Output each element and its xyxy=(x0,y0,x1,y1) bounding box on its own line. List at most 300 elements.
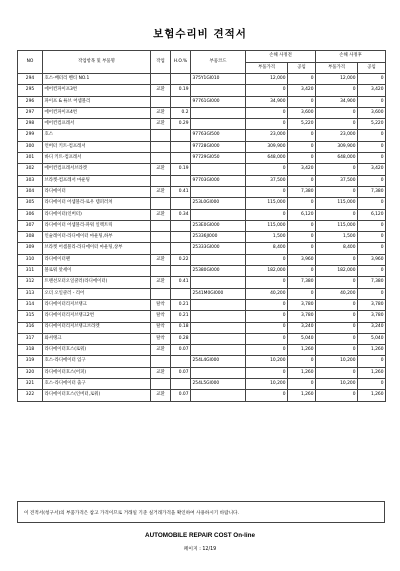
table-body xyxy=(18,74,386,402)
row-after-part-price: 34,900 xyxy=(316,96,358,107)
row-before-part-price: 0 xyxy=(246,186,288,197)
row-before-labor: 0 xyxy=(288,141,316,152)
row-ho: 0.41 xyxy=(171,277,191,288)
row-after-part-price: 0 xyxy=(316,209,358,220)
row-after-part-price: 0 xyxy=(316,299,358,310)
row-no: 308 xyxy=(18,232,43,243)
row-item-name: 브라켓 어셈블리-라디에이터 마운팅,상부 xyxy=(43,243,151,254)
row-ho xyxy=(171,175,191,186)
row-part-code xyxy=(191,119,246,130)
header-after-labor: 공임 xyxy=(358,62,386,74)
row-before-labor: 0 xyxy=(288,288,316,299)
row-no: 315 xyxy=(18,311,43,322)
row-after-part-price: 10,200 xyxy=(316,356,358,367)
row-after-labor: 1,260 xyxy=(358,345,386,356)
table-row xyxy=(18,175,386,186)
row-no: 296 xyxy=(18,96,43,107)
row-before-part-price: 0 xyxy=(246,107,288,118)
row-ho xyxy=(171,198,191,209)
row-work-type: 탈착 xyxy=(151,311,171,322)
row-part-code xyxy=(191,254,246,265)
row-after-part-price: 0 xyxy=(316,186,358,197)
row-before-labor: 3,240 xyxy=(288,322,316,333)
row-work-type: 탈착 xyxy=(151,322,171,333)
row-before-part-price: 0 xyxy=(246,322,288,333)
row-after-labor: 5,220 xyxy=(358,119,386,130)
row-before-labor: 3,420 xyxy=(288,85,316,96)
row-part-code xyxy=(191,85,246,96)
row-part-code xyxy=(191,186,246,197)
row-after-labor: 0 xyxy=(358,141,386,152)
table-row xyxy=(18,107,386,118)
row-no: 310 xyxy=(18,254,43,265)
row-before-part-price: 1,500 xyxy=(246,232,288,243)
row-before-labor: 7,380 xyxy=(288,277,316,288)
row-after-labor: 6,120 xyxy=(358,209,386,220)
row-after-part-price: 12,000 xyxy=(316,74,358,85)
row-after-part-price: 1,500 xyxy=(316,232,358,243)
table-row xyxy=(18,186,386,197)
row-after-part-price: 0 xyxy=(316,333,358,344)
row-ho: 0.2 xyxy=(171,107,191,118)
table-row xyxy=(18,266,386,277)
row-before-part-price: 10,200 xyxy=(246,379,288,390)
row-work-type xyxy=(151,153,171,164)
row-before-part-price: 40,200 xyxy=(246,288,288,299)
row-before-part-price: 0 xyxy=(246,390,288,401)
row-ho xyxy=(171,74,191,85)
row-after-labor: 0 xyxy=(358,243,386,254)
row-ho: 0.18 xyxy=(171,322,191,333)
row-part-code xyxy=(191,209,246,220)
table-row xyxy=(18,333,386,344)
row-part-code: 25380GI000 xyxy=(191,266,246,277)
table-row xyxy=(18,232,386,243)
row-after-labor: 3,420 xyxy=(358,85,386,96)
row-after-part-price: 10,200 xyxy=(316,379,358,390)
row-before-labor: 0 xyxy=(288,379,316,390)
row-work-type: 교환 xyxy=(151,209,171,220)
row-after-labor: 3,600 xyxy=(358,107,386,118)
row-item-name: 라디에이터팬 xyxy=(43,254,151,265)
row-item-name: 라디에이터리저브탱크2번 xyxy=(43,311,151,322)
row-part-code xyxy=(191,322,246,333)
row-work-type: 교환 xyxy=(151,107,171,118)
row-part-code xyxy=(191,107,246,118)
row-item-name: 에어컨컴프레서브라켓 xyxy=(43,164,151,175)
row-before-labor: 0 xyxy=(288,266,316,277)
row-after-part-price: 0 xyxy=(316,311,358,322)
row-no: 303 xyxy=(18,175,43,186)
row-no: 307 xyxy=(18,220,43,231)
row-before-part-price: 648,000 xyxy=(246,153,288,164)
footer-title: AUTOMOBILE REPAIR COST On-line xyxy=(145,532,255,539)
header-after: 손해 사정후 xyxy=(316,51,386,63)
row-work-type xyxy=(151,130,171,141)
row-ho: 0.21 xyxy=(171,299,191,310)
table-row xyxy=(18,119,386,130)
row-before-labor: 5,040 xyxy=(288,333,316,344)
row-work-type: 교환 xyxy=(151,85,171,96)
row-part-code xyxy=(191,164,246,175)
row-before-labor: 0 xyxy=(288,153,316,164)
row-item-name: 바디 키트-컴프레서 xyxy=(43,153,151,164)
row-before-labor: 5,220 xyxy=(288,119,316,130)
row-ho xyxy=(171,220,191,231)
table-row xyxy=(18,198,386,209)
table-row xyxy=(18,96,386,107)
row-no: 318 xyxy=(18,345,43,356)
row-after-labor: 0 xyxy=(358,220,386,231)
row-work-type xyxy=(151,232,171,243)
row-no: 317 xyxy=(18,333,43,344)
header-code: 부품코드 xyxy=(191,51,246,74)
row-before-labor: 6,120 xyxy=(288,209,316,220)
header-no: NO xyxy=(18,51,43,74)
row-after-part-price: 40,200 xyxy=(316,288,358,299)
table-row xyxy=(18,299,386,310)
row-before-part-price: 0 xyxy=(246,345,288,356)
row-before-part-price: 0 xyxy=(246,277,288,288)
row-after-part-price: 0 xyxy=(316,254,358,265)
row-ho: 0.07 xyxy=(171,345,191,356)
row-before-labor: 0 xyxy=(288,130,316,141)
row-ho: 0.19 xyxy=(171,164,191,175)
table-row xyxy=(18,243,386,254)
row-item-name: 라디에이터호스(로워) xyxy=(43,345,151,356)
row-item-name: 호스-라디에이터 출구 xyxy=(43,379,151,390)
row-before-labor: 7,380 xyxy=(288,186,316,197)
row-after-part-price: 309,900 xyxy=(316,141,358,152)
row-part-code xyxy=(191,277,246,288)
header-after-part-price: 부품가격 xyxy=(316,62,358,74)
row-work-type: 교환 xyxy=(151,119,171,130)
disclaimer-note: 이 견적서(청구서)의 부품가격은 참고 가격이므로 거래일 기준 실거래가격을 확인하여 사용하시기 바랍니다. xyxy=(17,501,385,523)
row-after-part-price: 115,000 xyxy=(316,198,358,209)
row-ho xyxy=(171,96,191,107)
row-part-code xyxy=(191,299,246,310)
row-before-labor: 3,960 xyxy=(288,254,316,265)
row-no: 302 xyxy=(18,164,43,175)
row-before-part-price: 0 xyxy=(246,311,288,322)
row-item-name: 라디에이터리저브탱크브라켓 xyxy=(43,322,151,333)
row-before-labor: 0 xyxy=(288,220,316,231)
row-part-code xyxy=(191,367,246,378)
table-row xyxy=(18,356,386,367)
row-ho xyxy=(171,130,191,141)
row-after-part-price: 648,000 xyxy=(316,153,358,164)
row-after-labor: 0 xyxy=(358,153,386,164)
row-part-code xyxy=(191,390,246,401)
row-no: 300 xyxy=(18,141,43,152)
row-before-labor: 3,420 xyxy=(288,164,316,175)
row-before-part-price: 0 xyxy=(246,209,288,220)
row-no: 301 xyxy=(18,153,43,164)
row-after-labor: 0 xyxy=(358,379,386,390)
row-no: 297 xyxy=(18,107,43,118)
row-part-code: 253L0GI000 xyxy=(191,198,246,209)
row-after-labor: 0 xyxy=(358,356,386,367)
row-ho: 0.22 xyxy=(171,254,191,265)
row-part-code: 254L5GI000 xyxy=(191,379,246,390)
row-after-labor: 3,780 xyxy=(358,299,386,310)
row-after-labor: 1,260 xyxy=(358,367,386,378)
row-after-part-price: 0 xyxy=(316,322,358,333)
row-item-name: 트랜션모터오일쿨러(라디에이터) xyxy=(43,277,151,288)
table-row xyxy=(18,153,386,164)
row-after-part-price: 182,000 xyxy=(316,266,358,277)
row-ho xyxy=(171,153,191,164)
row-after-part-price: 0 xyxy=(316,390,358,401)
estimate-table xyxy=(17,50,386,402)
row-part-code: 375Y1GI010 xyxy=(191,74,246,85)
row-ho: 0.41 xyxy=(171,186,191,197)
table-row xyxy=(18,164,386,175)
row-after-part-price: 0 xyxy=(316,164,358,175)
row-work-type: 탈착 xyxy=(151,333,171,344)
row-ho: 0.29 xyxy=(171,119,191,130)
row-after-labor: 1,260 xyxy=(358,390,386,401)
row-work-type: 교환 xyxy=(151,277,171,288)
row-item-name: 언버터 키트-컴프레서 xyxy=(43,141,151,152)
table-row xyxy=(18,367,386,378)
table-row xyxy=(18,379,386,390)
row-item-name: 브라켓-컴프레서 마운팅 xyxy=(43,175,151,186)
row-no: 294 xyxy=(18,74,43,85)
row-before-part-price: 34,900 xyxy=(246,96,288,107)
row-before-part-price: 309,900 xyxy=(246,141,288,152)
row-before-part-price: 0 xyxy=(246,119,288,130)
row-work-type xyxy=(151,96,171,107)
row-part-code: 25333GI000 xyxy=(191,243,246,254)
row-work-type xyxy=(151,175,171,186)
row-before-part-price: 8,400 xyxy=(246,243,288,254)
row-after-labor: 0 xyxy=(358,288,386,299)
row-before-part-price: 115,000 xyxy=(246,198,288,209)
row-item-name: 와셔탱크 xyxy=(43,333,151,344)
row-before-labor: 3,780 xyxy=(288,311,316,322)
table-row xyxy=(18,74,386,85)
row-part-code: 254L4GI000 xyxy=(191,356,246,367)
row-work-type xyxy=(151,74,171,85)
row-before-labor: 1,260 xyxy=(288,367,316,378)
row-work-type: 탈착 xyxy=(151,299,171,310)
row-item-name: 라디에이터 xyxy=(43,186,151,197)
row-before-part-price: 12,000 xyxy=(246,74,288,85)
row-after-labor: 0 xyxy=(358,74,386,85)
row-ho: 0.07 xyxy=(171,390,191,401)
row-work-type xyxy=(151,356,171,367)
row-before-labor: 0 xyxy=(288,96,316,107)
row-no: 313 xyxy=(18,288,43,299)
row-work-type xyxy=(151,243,171,254)
row-part-code: 253E0GI000 xyxy=(191,220,246,231)
row-after-part-price: 8,400 xyxy=(316,243,358,254)
table-row xyxy=(18,220,386,231)
row-after-labor: 0 xyxy=(358,96,386,107)
row-ho: 0.28 xyxy=(171,333,191,344)
row-no: 309 xyxy=(18,243,43,254)
header-ho: H.O.% xyxy=(171,51,191,74)
row-item-name: 호스-라디에이터 입구 xyxy=(43,356,151,367)
row-before-part-price: 0 xyxy=(246,299,288,310)
row-item-name: 에어컨파이프3번 xyxy=(43,85,151,96)
table-row xyxy=(18,254,386,265)
row-after-part-price: 0 xyxy=(316,107,358,118)
header-before-part-price: 부품가격 xyxy=(246,62,288,74)
row-after-labor: 3,240 xyxy=(358,322,386,333)
table-row xyxy=(18,288,386,299)
row-after-labor: 5,040 xyxy=(358,333,386,344)
row-before-part-price: 115,000 xyxy=(246,220,288,231)
row-no: 319 xyxy=(18,356,43,367)
row-work-type: 교환 xyxy=(151,390,171,401)
row-work-type: 교환 xyxy=(151,164,171,175)
table-row xyxy=(18,209,386,220)
row-part-code xyxy=(191,333,246,344)
row-no: 299 xyxy=(18,130,43,141)
row-before-part-price: 182,000 xyxy=(246,266,288,277)
row-after-labor: 7,380 xyxy=(358,277,386,288)
row-item-name: 인슐레이터-라디에이터 마운팅,하부 xyxy=(43,232,151,243)
row-part-code: 97729GI050 xyxy=(191,153,246,164)
row-ho xyxy=(171,288,191,299)
row-before-labor: 0 xyxy=(288,356,316,367)
row-part-code: 97728GI000 xyxy=(191,141,246,152)
row-work-type xyxy=(151,288,171,299)
row-after-part-price: 23,000 xyxy=(316,130,358,141)
row-ho xyxy=(171,232,191,243)
row-work-type xyxy=(151,198,171,209)
row-work-type: 교환 xyxy=(151,367,171,378)
document-title: 보험수리비 견적서 xyxy=(153,28,247,40)
row-after-part-price: 115,000 xyxy=(316,220,358,231)
table-row xyxy=(18,85,386,96)
row-before-labor: 0 xyxy=(288,243,316,254)
row-part-code: 97761GI000 xyxy=(191,96,246,107)
row-work-type xyxy=(151,141,171,152)
table-row xyxy=(18,311,386,322)
row-before-part-price: 0 xyxy=(246,254,288,265)
row-no: 298 xyxy=(18,119,43,130)
row-no: 306 xyxy=(18,209,43,220)
row-ho xyxy=(171,243,191,254)
row-after-labor: 0 xyxy=(358,232,386,243)
row-part-code xyxy=(191,345,246,356)
row-item-name: 라디에이터 어셈블리-로우 템퍼러쳐 xyxy=(43,198,151,209)
row-after-part-price: 0 xyxy=(316,119,358,130)
row-before-part-price: 0 xyxy=(246,85,288,96)
header-before: 손해 사정전 xyxy=(246,51,316,63)
row-after-part-price: 37,500 xyxy=(316,175,358,186)
row-no: 316 xyxy=(18,322,43,333)
row-item-name: 라디에이터 어셈블리-파워 일렉트릭 xyxy=(43,220,151,231)
row-after-labor: 7,380 xyxy=(358,186,386,197)
table-row xyxy=(18,390,386,401)
row-before-labor: 0 xyxy=(288,74,316,85)
row-item-name: 오더 오일쿨러 - 리어 xyxy=(43,288,151,299)
row-ho: 0.19 xyxy=(171,85,191,96)
row-ho xyxy=(171,141,191,152)
header-before-labor: 공임 xyxy=(288,62,316,74)
row-after-labor: 0 xyxy=(358,175,386,186)
row-part-code: 2541M0GI000 xyxy=(191,288,246,299)
row-before-labor: 3,600 xyxy=(288,107,316,118)
row-after-labor: 0 xyxy=(358,130,386,141)
row-no: 321 xyxy=(18,379,43,390)
row-after-part-price: 0 xyxy=(316,345,358,356)
row-after-labor: 3,780 xyxy=(358,311,386,322)
row-item-name: 라디에이터호스(어퍼) xyxy=(43,367,151,378)
row-before-part-price: 0 xyxy=(246,164,288,175)
row-before-labor: 3,780 xyxy=(288,299,316,310)
row-no: 320 xyxy=(18,367,43,378)
row-item-name: 라디에이터(인버터) xyxy=(43,209,151,220)
table-row xyxy=(18,141,386,152)
row-no: 312 xyxy=(18,277,43,288)
row-after-labor: 0 xyxy=(358,198,386,209)
row-item-name: 호스 xyxy=(43,130,151,141)
row-part-code: 25336JI000 xyxy=(191,232,246,243)
row-no: 311 xyxy=(18,266,43,277)
row-item-name: 호스-배터리 벤티 NO.1 xyxy=(43,74,151,85)
page-number: 페이지 : 12/19 xyxy=(183,547,217,552)
row-no: 295 xyxy=(18,85,43,96)
row-item-name: 라디에이터리저브탱크 xyxy=(43,299,151,310)
row-no: 314 xyxy=(18,299,43,310)
row-ho: 0.07 xyxy=(171,367,191,378)
row-work-type: 교환 xyxy=(151,345,171,356)
row-ho: 0.34 xyxy=(171,209,191,220)
table-row xyxy=(18,345,386,356)
row-item-name: 라디에이터호스(인버터,로워) xyxy=(43,390,151,401)
row-ho: 0.21 xyxy=(171,311,191,322)
table-row xyxy=(18,130,386,141)
row-no: 322 xyxy=(18,390,43,401)
row-item-name: 에어컨파이프4번 xyxy=(43,107,151,118)
row-after-labor: 3,960 xyxy=(358,254,386,265)
row-before-part-price: 0 xyxy=(246,367,288,378)
row-before-labor: 0 xyxy=(288,198,316,209)
row-work-type: 교환 xyxy=(151,254,171,265)
row-before-labor: 1,260 xyxy=(288,390,316,401)
row-work-type: 교환 xyxy=(151,186,171,197)
row-no: 304 xyxy=(18,186,43,197)
row-after-labor: 0 xyxy=(358,266,386,277)
row-ho xyxy=(171,356,191,367)
row-ho xyxy=(171,266,191,277)
row-item-name: 파이프 & 튜브 어셈블리 xyxy=(43,96,151,107)
row-item-name: 에어컨컴프레서 xyxy=(43,119,151,130)
row-after-part-price: 0 xyxy=(316,277,358,288)
row-before-labor: 0 xyxy=(288,232,316,243)
row-work-type xyxy=(151,220,171,231)
row-no: 305 xyxy=(18,198,43,209)
row-after-part-price: 0 xyxy=(316,367,358,378)
row-part-code: 97703GI000 xyxy=(191,175,246,186)
header-work: 작업 xyxy=(151,51,171,74)
table-row xyxy=(18,277,386,288)
row-before-part-price: 10,200 xyxy=(246,356,288,367)
row-part-code xyxy=(191,311,246,322)
row-before-part-price: 37,500 xyxy=(246,175,288,186)
row-item-name: 블로워 앗세이 xyxy=(43,266,151,277)
table-row xyxy=(18,322,386,333)
row-part-code: 97763GI500 xyxy=(191,130,246,141)
header-item: 작업항목 및 부품명 xyxy=(43,51,151,74)
row-before-part-price: 23,000 xyxy=(246,130,288,141)
row-after-part-price: 0 xyxy=(316,85,358,96)
